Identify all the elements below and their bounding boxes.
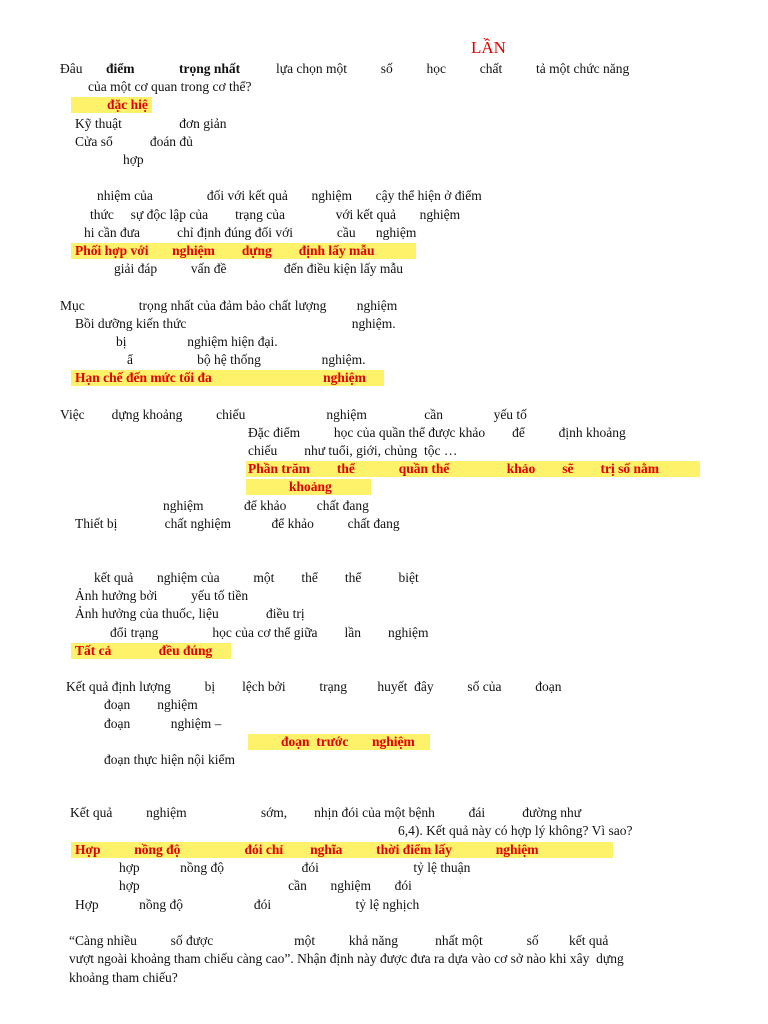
q8-stem-line3: khoảng tham chiếu? bbox=[69, 970, 178, 985]
q4-option-3: Thiết bị chất nghiệm để khảo chất đang bbox=[75, 516, 400, 531]
q5-option-2: Ảnh hưởng của thuốc, liệu điều trị bbox=[75, 606, 305, 621]
q1-stem-bold-2: trọng nhất bbox=[179, 61, 241, 76]
q6-answer: đoạn trước nghiệm bbox=[281, 734, 415, 749]
q4-option-2: nghiệm để khảo chất đang bbox=[163, 498, 369, 513]
q3-stem: Mục trọng nhất của đảm bảo chất lượng nghiệm bbox=[60, 298, 398, 313]
q4-stem: Việc dựng khoảng chiếu nghiệm cần yếu tố bbox=[60, 407, 527, 422]
q3-answer: Hạn chế đến mức tối đa nghiệm bbox=[75, 370, 366, 385]
q7-option-1: hợp nồng độ đói tỷ lệ thuận bbox=[119, 860, 471, 875]
q7-option-2: hợp cần nghiệm đói bbox=[119, 878, 412, 893]
q3-option-2: bị nghiệm hiện đại. bbox=[116, 334, 278, 349]
q4-answer-cont: khoảng bbox=[289, 479, 332, 494]
q6-option-1: đoạn nghiệm bbox=[104, 697, 198, 712]
q2-answer: Phối hợp với nghiệm dựng định lấy mẫu bbox=[75, 243, 375, 258]
q1-option-2: Cửa sổ đoán đủ bbox=[75, 134, 193, 149]
q1-option-2-cont: hợp bbox=[123, 152, 144, 167]
q5-stem: kết quả nghiệm của một thể thể biệt bbox=[94, 570, 419, 585]
q1-stem-bold-1: điểm bbox=[106, 61, 135, 76]
q1-stem-rest: lựa chọn một số học chất tả một chức năng bbox=[276, 61, 630, 76]
q6-option-2: đoạn nghiệm – bbox=[104, 716, 222, 731]
page-title: LẦN bbox=[471, 38, 506, 57]
q8-stem: “Càng nhiều số được một khả năng nhất một số kết quả bbox=[69, 933, 609, 948]
q1-answer: đặc hiệ bbox=[107, 97, 148, 112]
q5-option-3: đổi trạng học của cơ thể giữa lần nghiệm bbox=[110, 625, 429, 640]
q6-stem: Kết quả định lượng bị lệch bởi trạng huyết đây số của đoạn bbox=[66, 679, 562, 694]
q7-option-3: Hợp nồng độ đói tỷ lệ nghịch bbox=[75, 897, 420, 912]
q5-option-1: Ảnh hưởng bởi yếu tố tiền bbox=[75, 588, 249, 603]
q3-option-3: ẩ bộ hệ thống nghiệm. bbox=[127, 352, 366, 367]
q1-stem-line2: của một cơ quan trong cơ thể? bbox=[88, 79, 252, 94]
q3-option-1: Bồi dưỡng kiến thức nghiệm. bbox=[75, 316, 396, 331]
q2-option-2: hi cần đưa chỉ định đúng đối với cầu nghiệm bbox=[84, 225, 417, 240]
q4-answer: Phần trăm thể quần thể khảo sẽ trị số nằm bbox=[248, 461, 660, 476]
q1-stem-start: Đâu bbox=[60, 61, 83, 76]
q6-option-3: đoạn thực hiện nội kiểm bbox=[104, 752, 236, 767]
q4-option-1: Đặc điểm học của quần thể được khảo để định khoảng bbox=[248, 425, 626, 440]
q2-option-1: thức sự độc lập của trạng của với kết quả nghiệm bbox=[90, 207, 461, 222]
q8-stem-line2: vượt ngoài khoảng tham chiếu càng cao”. Nhận định này được đưa ra dựa vào cơ sở nào khi xây dựng bbox=[69, 951, 624, 966]
q7-stem: Kết quả nghiệm sớm, nhịn đói của một bệnh đái đường như bbox=[70, 805, 582, 820]
q4-option-1-cont: chiếu như tuổi, giới, chủng tộc … bbox=[248, 443, 458, 458]
q7-answer: Hợp nồng độ đói chỉ nghĩa thời điểm lấy nghiệm bbox=[75, 842, 539, 857]
q5-answer: Tất cả đều đúng bbox=[75, 643, 213, 658]
q2-stem: nhiệm của đối với kết quả nghiệm cậy thể hiện ở điểm bbox=[97, 188, 482, 203]
q1-option-1: Kỹ thuật đơn giản bbox=[75, 116, 227, 131]
q7-stem-line2: 6,4). Kết quả này có hợp lý không? Vì sao? bbox=[398, 823, 633, 838]
q2-option-3: giải đáp vấn đề đến điều kiện lấy mẫu bbox=[114, 261, 404, 276]
